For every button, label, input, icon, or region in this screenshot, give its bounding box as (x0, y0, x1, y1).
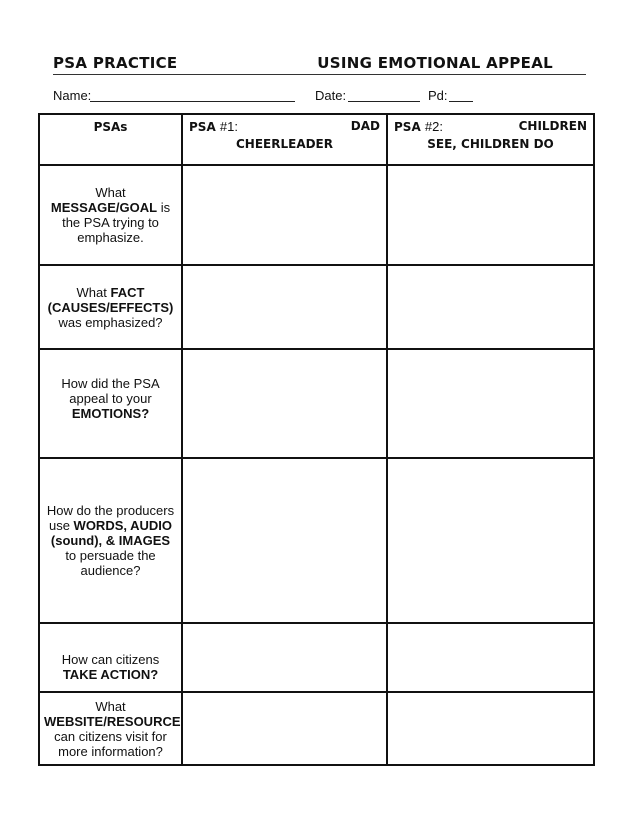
table-row (39, 692, 594, 765)
table-row (39, 623, 594, 692)
psa2-title-right: CHILDREN (518, 119, 587, 133)
question-take-action: How can citizens TAKE ACTION? (39, 623, 182, 692)
worksheet-header (53, 54, 586, 74)
psa1-number: #1: (219, 119, 238, 134)
question-emotions: How did the PSA appeal to your EMOTIONS? (39, 349, 182, 458)
psa1-title-sub: CHEERLEADER (235, 137, 333, 151)
table-header-row (39, 114, 594, 165)
header-psa-1 (182, 114, 387, 165)
question-message-goal: What MESSAGE/GOAL is the PSA trying to emphasize. (39, 165, 182, 265)
answer-cell-psa2[interactable] (387, 623, 594, 692)
psa1-title-right: DAD (350, 119, 380, 133)
table-row (39, 265, 594, 349)
answer-cell-psa2[interactable] (387, 349, 594, 458)
header-psa-2 (387, 114, 594, 165)
question-fact: What FACT (CAUSES/EFFECTS) was emphasized? (39, 265, 182, 349)
name-label: Name: (53, 88, 92, 103)
psa2-title-sub: SEE, CHILDREN DO (427, 137, 554, 151)
answer-cell-psa1[interactable] (182, 165, 387, 265)
question-website-resource: What WEBSITE/RESOURCE can citizens visit for more information? (39, 692, 182, 765)
answer-cell-psa1[interactable] (182, 692, 387, 765)
psa1-label: PSA (189, 120, 216, 134)
worksheet-subtitle: USING EMOTIONAL APPEAL (317, 54, 553, 72)
psa2-number: #2: (424, 119, 443, 134)
answer-cell-psa2[interactable] (387, 265, 594, 349)
name-blank[interactable] (90, 101, 295, 102)
answer-cell-psa1[interactable] (182, 458, 387, 623)
answer-cell-psa2[interactable] (387, 165, 594, 265)
psa-analysis-table (38, 113, 595, 766)
date-label: Date: (315, 88, 347, 103)
table-row (39, 349, 594, 458)
answer-cell-psa1[interactable] (182, 349, 387, 458)
table-row (39, 458, 594, 623)
header-psas: PSAs (39, 114, 182, 165)
student-info-line (53, 88, 593, 106)
answer-cell-psa1[interactable] (182, 623, 387, 692)
worksheet-title: PSA PRACTICE (53, 54, 178, 72)
period-blank[interactable] (449, 101, 473, 102)
table-row (39, 165, 594, 265)
question-words-audio-images: How do the producers use WORDS, AUDIO (sound), & IMAGES to persuade the audience? (39, 458, 182, 623)
psa2-label: PSA (394, 120, 421, 134)
answer-cell-psa2[interactable] (387, 692, 594, 765)
date-blank[interactable] (348, 101, 420, 102)
header-rule (53, 74, 586, 75)
period-label: Pd: (428, 88, 448, 103)
answer-cell-psa2[interactable] (387, 458, 594, 623)
answer-cell-psa1[interactable] (182, 265, 387, 349)
